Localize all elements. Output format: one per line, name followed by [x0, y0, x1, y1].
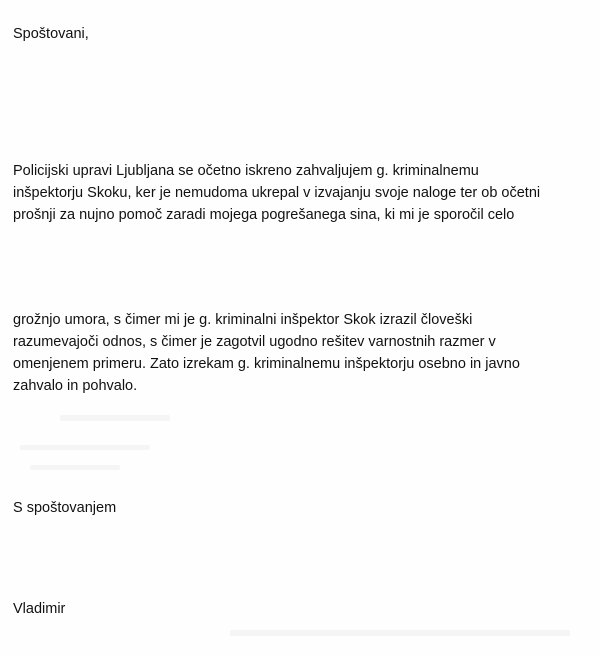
- salutation: Spoštovani,: [13, 26, 89, 42]
- paragraph2-line-2: razumevajoči odnos, s čimer je zagotvil ugodno rešitev varnostnih razmer v: [13, 334, 496, 350]
- scan-artifact: [30, 465, 120, 470]
- paragraph2-line-3: omenjenem primeru. Zato izrekam g. kriminalnemu inšpektorju osebno in javno: [13, 356, 520, 372]
- paragraph1-line-1: Policijski upravi Ljubljana se očetno iskreno zahvaljujem g. kriminalnemu: [13, 163, 479, 179]
- scan-artifact: [230, 630, 570, 636]
- scan-artifact: [60, 415, 170, 421]
- paragraph2-line-1: grožnjo umora, s čimer mi je g. kriminalni inšpektor Skok izrazil človeški: [13, 312, 473, 328]
- closing: S spoštovanjem: [13, 500, 117, 516]
- paragraph1-line-2: inšpektorju Skoku, ker je nemudoma ukrepal v izvajanju svoje naloge ter ob očetni: [13, 185, 541, 201]
- scan-artifact: [20, 445, 150, 450]
- signature: Vladimir: [13, 601, 66, 617]
- paragraph1-line-3: prošnji za nujno pomoč zaradi mojega pogrešanega sina, ki mi je sporočil celo: [13, 207, 515, 223]
- paragraph2-line-4: zahvalo in pohvalo.: [13, 378, 138, 394]
